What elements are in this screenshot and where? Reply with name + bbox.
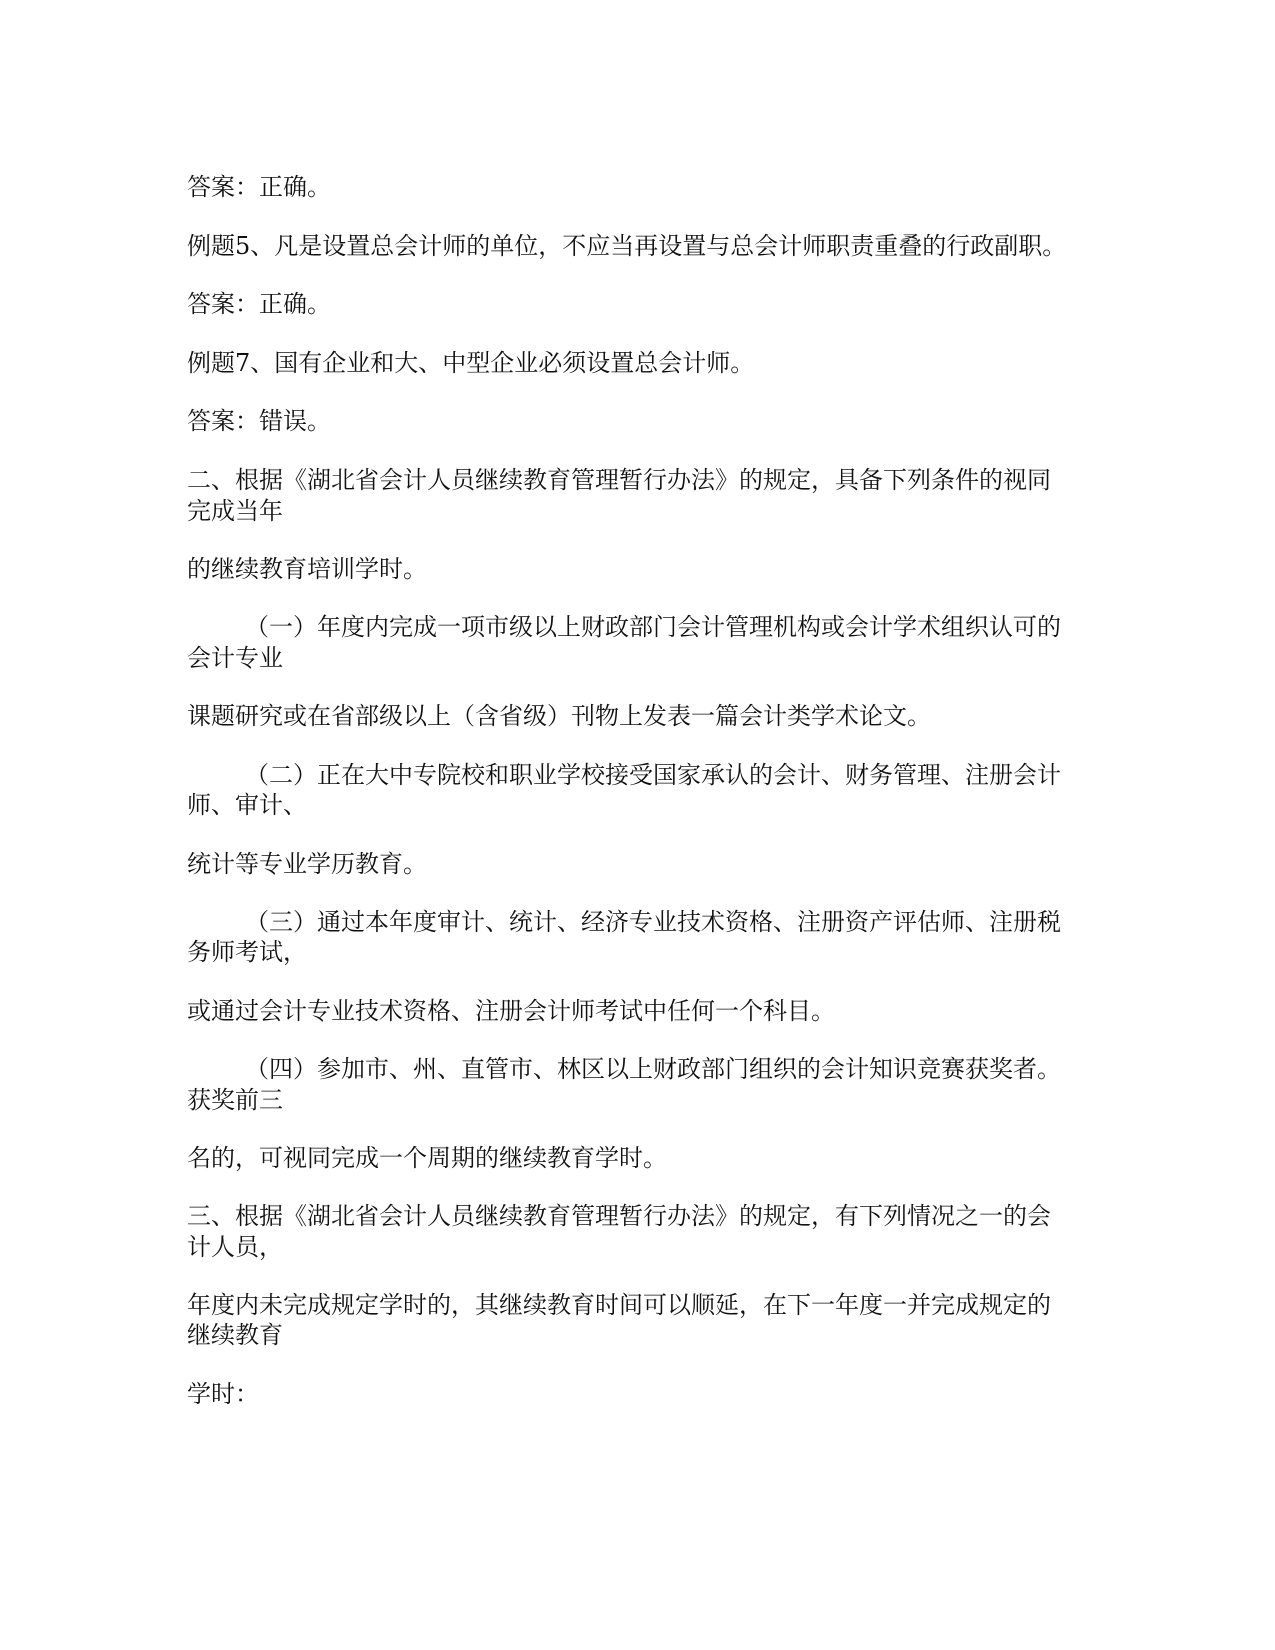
- answer-line: 答案：正确。: [187, 173, 331, 201]
- section-3-heading-line: 三、根据《湖北省会计人员继续教育管理暂行办法》的规定，有下列情况之一的会: [187, 1202, 1051, 1230]
- item-2-line: （二）正在大中专院校和职业学校接受国家承认的会计、财务管理、注册会计: [245, 761, 1061, 789]
- section-3-heading-wrap: 计人员，: [187, 1233, 283, 1261]
- section-3-cont-wrap: 继续教育: [187, 1321, 283, 1349]
- section-3-end-line: 学时：: [187, 1380, 259, 1408]
- answer-line: 答案：错误。: [187, 407, 331, 435]
- item-1-cont: 课题研究或在省部级以上（含省级）刊物上发表一篇会计类学术论文。: [187, 702, 931, 730]
- item-4-cont: 名的，可视同完成一个周期的继续教育学时。: [187, 1144, 667, 1172]
- item-2-wrap: 师、审计、: [187, 791, 307, 819]
- section-3-cont-line: 年度内未完成规定学时的，其继续教育时间可以顺延，在下一年度一并完成规定的: [187, 1291, 1051, 1319]
- section-2-heading-cont: 的继续教育培训学时。: [187, 555, 427, 583]
- item-3-cont: 或通过会计专业技术资格、注册会计师考试中任何一个科目。: [187, 997, 835, 1025]
- answer-line: 答案：正确。: [187, 290, 331, 318]
- item-4-line: （四）参加市、州、直管市、林区以上财政部门组织的会计知识竞赛获奖者。: [245, 1055, 1061, 1083]
- item-2-cont: 统计等专业学历教育。: [187, 850, 427, 878]
- section-2-heading-wrap: 完成当年: [187, 497, 283, 525]
- item-4-wrap: 获奖前三: [187, 1086, 283, 1114]
- item-1-line: （一）年度内完成一项市级以上财政部门会计管理机构或会计学术组织认可的: [245, 613, 1061, 641]
- item-3-wrap: 务师考试，: [187, 938, 307, 966]
- section-2-heading-line: 二、根据《湖北省会计人员继续教育管理暂行办法》的规定，具备下列条件的视同: [187, 466, 1051, 494]
- example-7-line: 例题7、国有企业和大、中型企业必须设置总会计师。: [187, 349, 755, 377]
- item-1-wrap: 会计专业: [187, 644, 283, 672]
- example-5-line: 例题5、凡是设置总会计师的单位，不应当再设置与总会计师职责重叠的行政副职。: [187, 232, 1067, 260]
- item-3-line: （三）通过本年度审计、统计、经济专业技术资格、注册资产评估师、注册税: [245, 908, 1061, 936]
